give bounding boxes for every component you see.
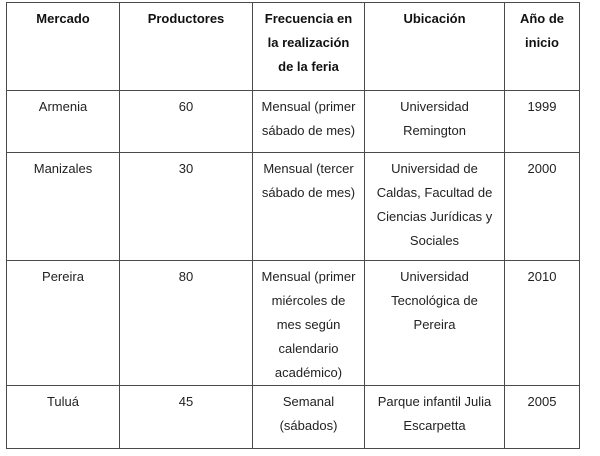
cell-productores: 30 bbox=[120, 153, 253, 261]
table-row bbox=[7, 91, 580, 153]
cell-mercado: Tuluá bbox=[7, 386, 120, 449]
table-row bbox=[7, 386, 580, 449]
table-row bbox=[7, 153, 580, 261]
cell-anio: 2005 bbox=[505, 386, 580, 449]
header-ubicacion: Ubicación bbox=[365, 3, 505, 91]
cell-frecuencia: Semanal (sábados) bbox=[253, 386, 365, 449]
cell-mercado: Manizales bbox=[7, 153, 120, 261]
cell-ubicacion: Universidad Remington bbox=[365, 91, 505, 153]
markets-table bbox=[6, 2, 580, 449]
table-row bbox=[7, 261, 580, 386]
cell-mercado: Armenia bbox=[7, 91, 120, 153]
cell-anio: 2000 bbox=[505, 153, 580, 261]
cell-productores: 45 bbox=[120, 386, 253, 449]
cell-productores: 80 bbox=[120, 261, 253, 386]
cell-ubicacion: Universidad de Caldas, Facultad de Ciencias Jurídicas y Sociales bbox=[365, 153, 505, 261]
cell-frecuencia: Mensual (tercer sábado de mes) bbox=[253, 153, 365, 261]
cell-ubicacion: Parque infantil Julia Escarpetta bbox=[365, 386, 505, 449]
cell-frecuencia: Mensual (primer sábado de mes) bbox=[253, 91, 365, 153]
header-anio: Año de inicio bbox=[505, 3, 580, 91]
border-tick-mark bbox=[6, 424, 7, 432]
cell-productores: 60 bbox=[120, 91, 253, 153]
cell-frecuencia: Mensual (primer miércoles de mes según calendario académico) bbox=[253, 261, 365, 386]
header-frecuencia: Frecuencia en la realización de la feria bbox=[253, 3, 365, 91]
header-mercado: Mercado bbox=[7, 3, 120, 91]
header-productores: Productores bbox=[120, 3, 253, 91]
cell-anio: 1999 bbox=[505, 91, 580, 153]
cell-anio: 2010 bbox=[505, 261, 580, 386]
table-header-row bbox=[7, 3, 580, 91]
cell-mercado: Pereira bbox=[7, 261, 120, 386]
cell-ubicacion: Universidad Tecnológica de Pereira bbox=[365, 261, 505, 386]
